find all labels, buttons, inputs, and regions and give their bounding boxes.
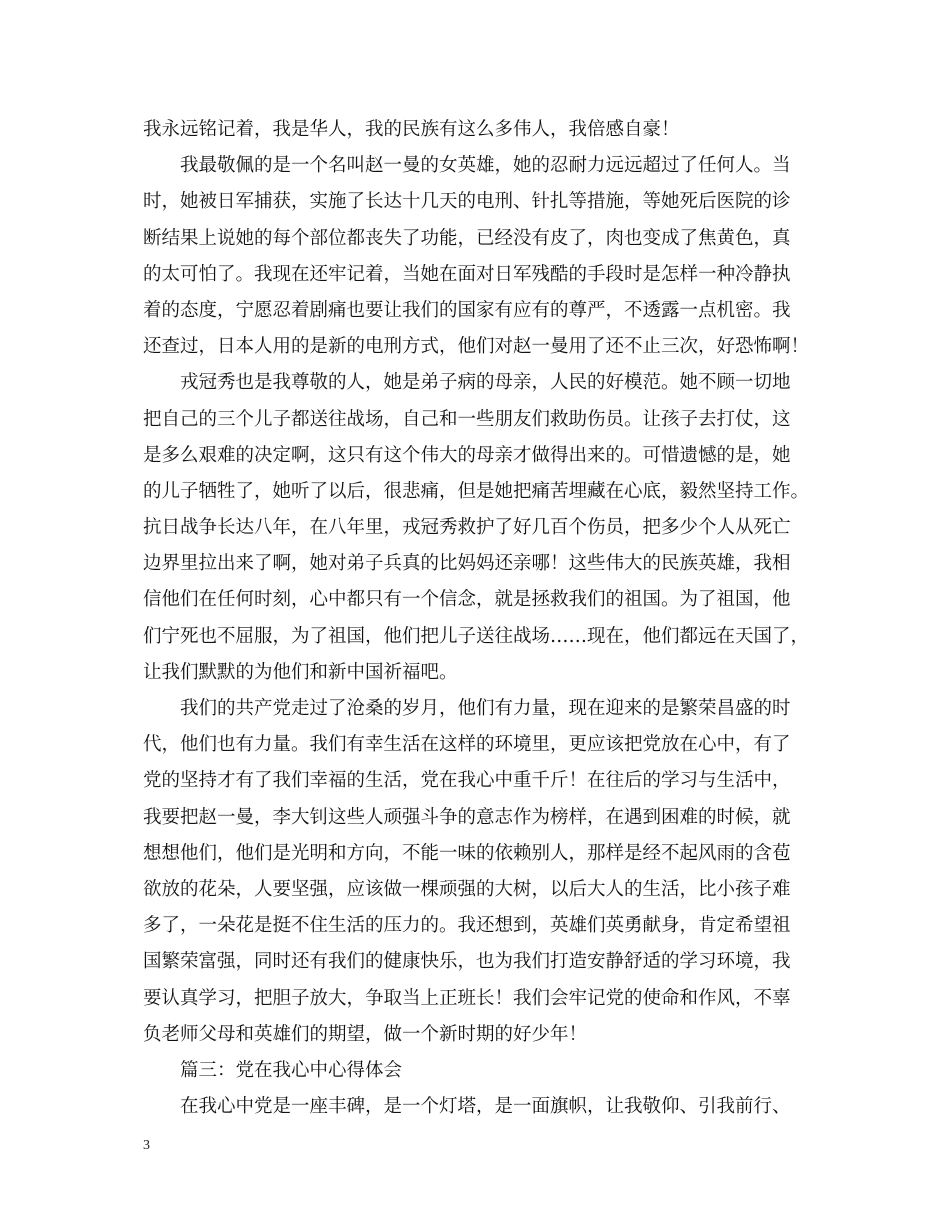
text-line: 多了，一朵花是挺不住生活的压力的。我还想到，英雄们英勇献身，肯定希望祖 xyxy=(143,915,791,937)
paragraph-start-line: 戎冠秀也是我尊敬的人，她是弟子病的母亲，人民的好模范。她不顾一切地 xyxy=(180,372,791,394)
text-line: 想想他们，他们是光明和方向，不能一味的依赖别人，那样是经不起风雨的含苞 xyxy=(143,842,791,864)
text-line: 时，她被日军捕获，实施了长达十几天的电刑、针扎等措施，等她死后医院的诊 xyxy=(143,191,791,213)
body-text xyxy=(143,112,813,1125)
text-line: 着的态度，宁愿忍着剧痛也要让我们的国家有应有的尊严，不透露一点机密。我 xyxy=(143,299,791,321)
paragraph-start-line: 在我心中党是一座丰碑，是一个灯塔，是一面旗帜，让我敬仰、引我前行、 xyxy=(180,1096,791,1118)
text-line: 我永远铭记着，我是华人，我的民族有这么多伟人，我倍感自豪！ xyxy=(143,119,680,140)
text-line: 负老师父母和英雄们的期望，做一个新时期的好少年！ xyxy=(143,1023,588,1045)
text-line: 是多么艰难的决定啊，这只有这个伟大的母亲才做得出来的。可惜遗憾的是，她 xyxy=(143,444,791,466)
text-line: 的太可怕了。我现在还牢记着，当她在面对日军残酷的手段时是怎样一种冷静执 xyxy=(143,263,791,285)
paragraph-start-line: 我们的共产党走过了沧桑的岁月，他们有力量，现在迎来的是繁荣昌盛的时 xyxy=(180,698,791,719)
section-heading: 篇三：党在我心中心得体会 xyxy=(180,1059,403,1081)
text-line: 断结果上说她的每个部位都丧失了功能，已经没有皮了，肉也变成了焦黄色，真 xyxy=(143,227,791,249)
text-line: 信他们在任何时刻，心中都只有一个信念，就是拯救我们的祖国。为了祖国，他 xyxy=(143,589,791,611)
text-line: 边界里拉出来了啊，她对弟子兵真的比妈妈还亲哪！这些伟大的民族英雄，我相 xyxy=(143,553,791,575)
page-number: 3 xyxy=(143,1138,150,1153)
text-line: 还查过，日本人用的是新的电刑方式，他们对赵一曼用了还不止三次，好恐怖啊！ xyxy=(143,336,810,358)
text-line: 的儿子牺牲了，她听了以后，很悲痛，但是她把痛苦埋藏在心底，毅然坚持工作。 xyxy=(143,480,810,502)
text-line: 们宁死也不屈服，为了祖国，他们把儿子送往战场……现在，他们都远在天国了， xyxy=(143,625,810,647)
text-line: 抗日战争长达八年，在八年里，戎冠秀救护了好几百个伤员，把多少个人从死亡 xyxy=(143,517,791,539)
text-line: 要认真学习，把胆子放大，争取当上正班长！我们会牢记党的使命和作风，不辜 xyxy=(143,987,791,1009)
text-line: 党的坚持才有了我们幸福的生活，党在我心中重千斤！在往后的学习与生活中， xyxy=(143,770,791,792)
text-line: 把自己的三个儿子都送往战场，自己和一些朋友们救助伤员。让孩子去打仗，这 xyxy=(143,408,791,430)
text-line: 让我们默默的为他们和新中国祈福吧。 xyxy=(143,661,458,683)
text-line: 代，他们也有力量。我们有幸生活在这样的环境里，更应该把党放在心中，有了 xyxy=(143,734,791,756)
text-line: 欲放的花朵，人要坚强，应该做一棵顽强的大树，以后大人的生活，比小孩子难 xyxy=(143,878,791,900)
paragraph-start-line: 我最敬佩的是一个名叫赵一曼的女英雄，她的忍耐力远远超过了任何人。当 xyxy=(180,155,791,177)
text-line: 国繁荣富强，同时还有我们的健康快乐，也为我们打造安静舒适的学习环境，我 xyxy=(143,951,791,973)
text-line: 我要把赵一曼，李大钊这些人顽强斗争的意志作为榜样，在遇到困难的时候，就 xyxy=(143,806,791,828)
